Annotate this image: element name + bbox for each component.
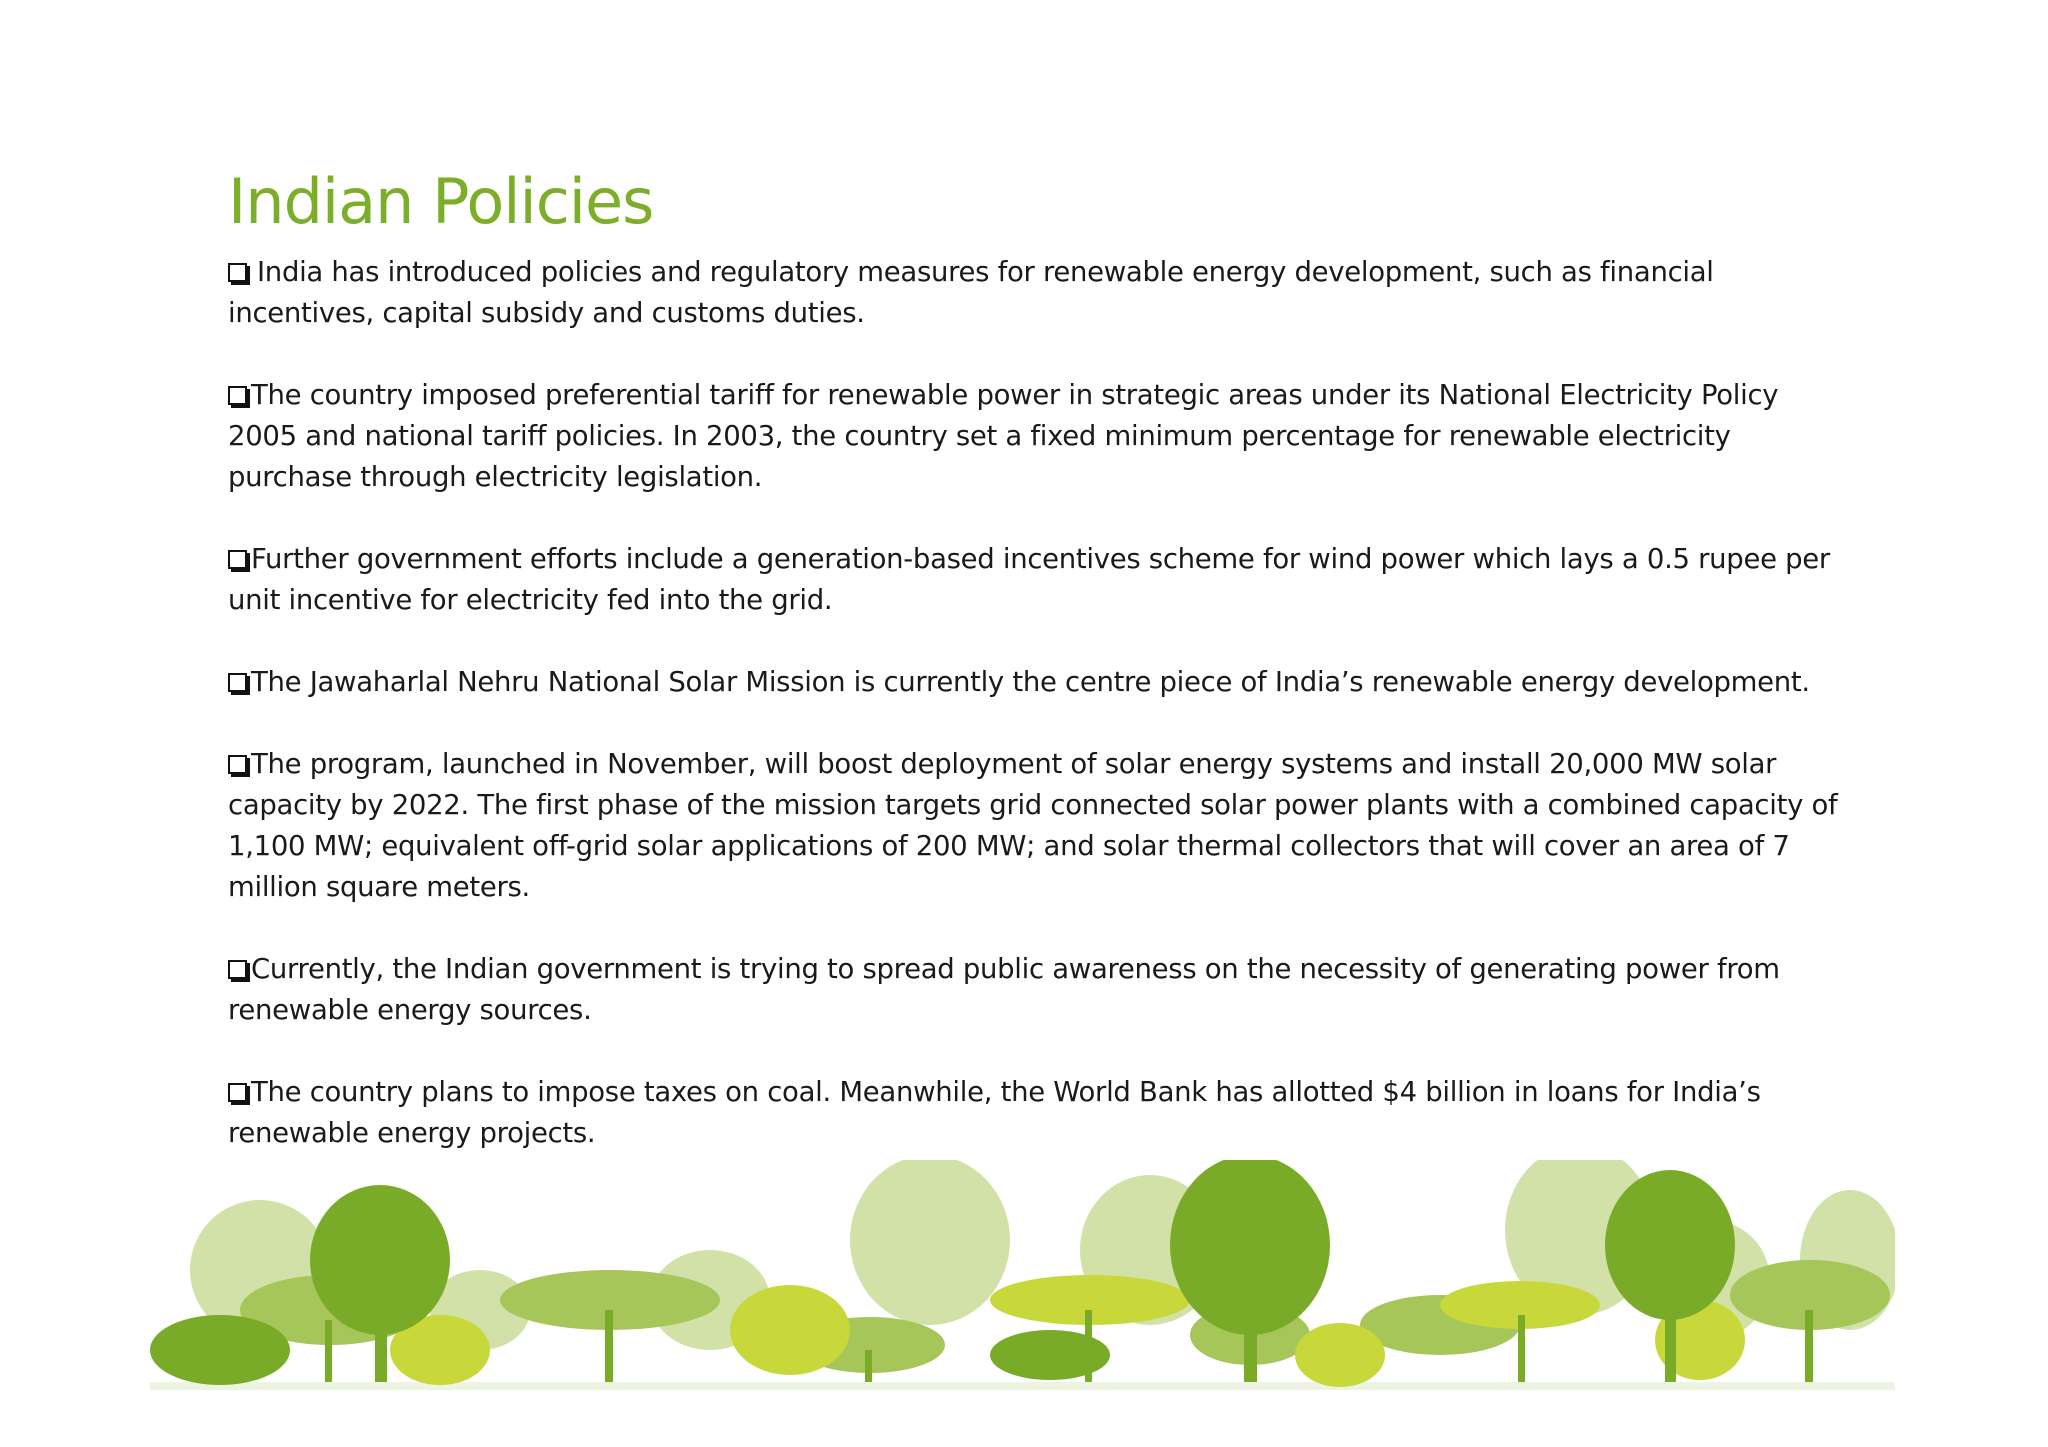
bullet-list (228, 252, 1838, 1195)
checkbox-icon (228, 673, 247, 692)
checkbox-icon (228, 386, 247, 405)
checkbox-icon (228, 755, 247, 774)
bullet-text: The country plans to impose taxes on coal. Meanwhile, the World Bank has allotted $4 billion in loans for India’s renewable energy projects. (228, 1076, 1761, 1149)
checkbox-icon (228, 550, 247, 569)
checkbox-icon (228, 1083, 247, 1102)
slide-title: Indian Policies (228, 165, 654, 238)
bullet-text: Further government efforts include a generation-based incentives scheme for wind power which lays a 0.5 rupee per unit incentive for electricity fed into the grid. (228, 543, 1830, 616)
bullet-item (228, 539, 1838, 621)
bullet-text: The country imposed preferential tariff for renewable power in strategic areas under its National Electricity Policy 2005 and national tariff policies. In 2003, the country set a fixed minimum percentage for renewable electricity purchase through electricity legislation. (228, 379, 1779, 493)
bullet-text: India has introduced policies and regulatory measures for renewable energy development, such as financial incentives, capital subsidy and customs duties. (228, 256, 1714, 329)
bullet-item (228, 1072, 1838, 1154)
bullet-item (228, 252, 1838, 334)
bullet-item (228, 662, 1838, 703)
tree-border-illustration (150, 1160, 1895, 1390)
bullet-item (228, 375, 1838, 498)
bullet-text: The Jawaharlal Nehru National Solar Mission is currently the centre piece of India’s renewable energy development. (251, 666, 1810, 698)
checkbox-icon (228, 263, 247, 282)
bullet-text: The program, launched in November, will boost deployment of solar energy systems and install 20,000 MW solar capacity by 2022. The first phase of the mission targets grid connected solar power plants with a combined capacity of 1,100 MW; equivalent off-grid solar applications of 200 MW; and solar thermal collectors that will cover an area of 7 million square meters. (228, 748, 1838, 903)
checkbox-icon (228, 960, 247, 979)
bullet-text: Currently, the Indian government is trying to spread public awareness on the necessity of generating power from renewable energy sources. (228, 953, 1780, 1026)
bullet-item (228, 744, 1838, 908)
bullet-item (228, 949, 1838, 1031)
